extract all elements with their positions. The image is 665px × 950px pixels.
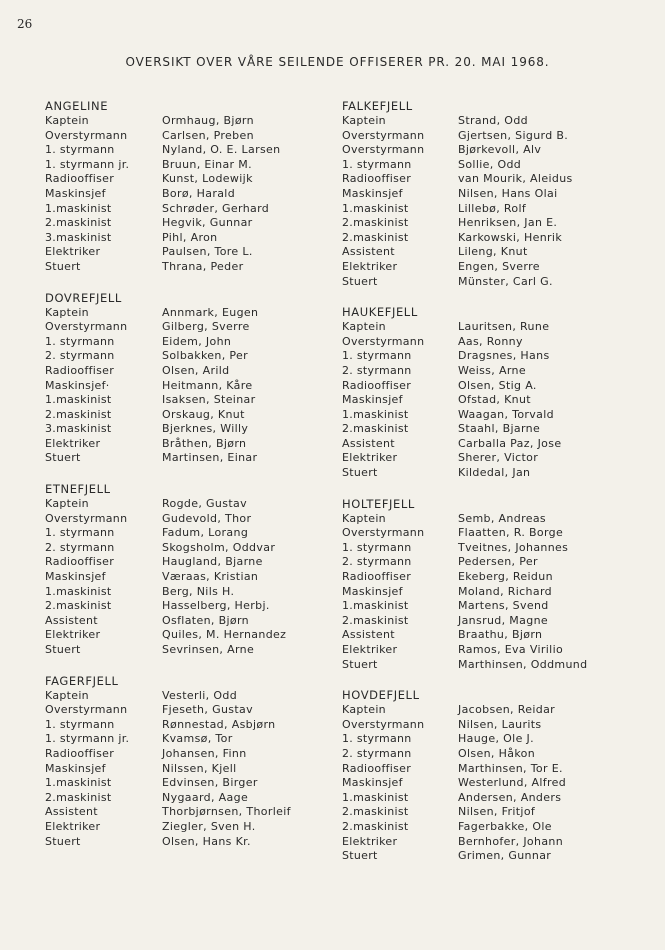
crew-name: Karkowski, Henrik (458, 230, 563, 244)
crew-name: Pihl, Aron (162, 230, 218, 244)
crew-role: 1.maskinist (45, 584, 112, 598)
crew-role: Radiooffiser (342, 172, 412, 186)
crew-role: 2. styrmann (342, 363, 412, 377)
crew-row (342, 231, 622, 246)
crew-role: Stuert (342, 274, 378, 288)
crew-row (342, 202, 622, 217)
crew-row (342, 335, 622, 350)
crew-row (342, 776, 622, 791)
ship-name: HAUKEFJELL (342, 305, 418, 320)
crew-role: 1.maskinist (342, 201, 409, 215)
crew-role: Assistent (342, 245, 395, 259)
crew-name: Gilberg, Sverre (162, 320, 250, 334)
crew-row (45, 422, 315, 437)
crew-row (45, 776, 315, 791)
ship-name: ANGELINE (45, 99, 109, 113)
crew-row (342, 245, 622, 260)
crew-role: 2. styrmann (342, 555, 412, 569)
crew-name: Engen, Sverre (458, 259, 540, 273)
crew-row (342, 628, 622, 643)
crew-role: Radiooffiser (45, 172, 115, 186)
ship-section (342, 304, 622, 481)
crew-name: Bruun, Einar M. (162, 157, 252, 171)
crew-row (45, 541, 315, 556)
crew-name: Bråthen, Bjørn (162, 436, 247, 450)
crew-name: Bjørkevoll, Alv (458, 143, 542, 157)
crew-name: Bjerknes, Willy (162, 422, 249, 436)
crew-row (342, 835, 622, 850)
crew-role: Radiooffiser (342, 761, 412, 775)
crew-role: Assistent (45, 613, 98, 627)
crew-row (342, 451, 622, 466)
crew-row (45, 408, 315, 423)
crew-role: 1. styrmann (342, 732, 412, 746)
crew-role: Maskinsjef (342, 584, 403, 598)
crew-role: 2.maskinist (342, 805, 409, 819)
crew-row (45, 689, 315, 704)
crew-row (45, 835, 315, 850)
crew-role: 1.maskinist (45, 201, 112, 215)
crew-row (45, 512, 315, 527)
crew-role: 3.maskinist (45, 422, 112, 436)
crew-name: Quiles, M. Hernandez (162, 628, 287, 642)
crew-row (342, 849, 622, 864)
crew-role: 2.maskinist (342, 216, 409, 230)
crew-row (45, 349, 315, 364)
crew-name: Pedersen, Per (458, 555, 538, 569)
crew-row (342, 466, 622, 481)
crew-name: Ofstad, Knut (458, 393, 531, 407)
crew-name: Staahl, Bjarne (458, 422, 541, 436)
crew-role: Maskinsjef (45, 570, 106, 584)
crew-name: Weiss, Arne (458, 363, 526, 377)
crew-name: Strand, Odd (458, 114, 528, 127)
crew-row (45, 129, 315, 144)
crew-name: Olsen, Arild (162, 363, 230, 377)
crew-row (342, 216, 622, 231)
crew-name: Carlsen, Preben (162, 128, 254, 142)
crew-row (342, 570, 622, 585)
crew-row (45, 231, 315, 246)
crew-row (45, 158, 315, 173)
crew-role: Kaptein (342, 114, 386, 127)
crew-role: Kaptein (45, 688, 89, 702)
crew-row (45, 306, 315, 321)
crew-row (342, 541, 622, 556)
crew-name: Braathu, Bjørn (458, 628, 543, 642)
ship-name: HOLTEFJELL (342, 496, 415, 511)
crew-name: Osflaten, Bjørn (162, 613, 249, 627)
crew-row (45, 172, 315, 187)
crew-role: Elektriker (45, 436, 101, 450)
crew-name: Münster, Carl G. (458, 274, 553, 288)
crew-role: Maskinsjef (342, 393, 403, 407)
ship-section (45, 98, 315, 275)
crew-role: 1. styrmann jr. (45, 732, 130, 746)
crew-name: Nilsen, Fritjof (458, 805, 536, 819)
crew-row (45, 497, 315, 512)
crew-role: 1. styrmann (45, 526, 115, 540)
crew-role: Kaptein (342, 511, 386, 525)
crew-row (45, 437, 315, 452)
crew-role: Assistent (342, 628, 395, 642)
crew-role: 2.maskinist (45, 790, 112, 804)
crew-name: Olsen, Håkon (458, 746, 536, 760)
crew-name: Eidem, John (162, 334, 232, 348)
crew-role: Maskinsjef (342, 776, 403, 790)
crew-role: Maskinsjef (45, 186, 106, 200)
crew-name: Moland, Richard (458, 584, 552, 598)
crew-name: Thorbjørnsen, Thorleif (162, 805, 291, 819)
crew-row (45, 526, 315, 541)
crew-name: Isaksen, Steinar (162, 393, 256, 407)
page-number: 26 (17, 17, 33, 31)
crew-row (342, 791, 622, 806)
crew-role: 2.maskinist (342, 230, 409, 244)
crew-name: Paulsen, Tore L. (162, 245, 253, 259)
crew-name: Rogde, Gustav (162, 497, 247, 511)
crew-row (342, 143, 622, 158)
crew-row (45, 703, 315, 718)
page-title: OVERSIKT OVER VÅRE SEILENDE OFFISERER PR. 20. MAI 1968. (125, 55, 550, 69)
crew-role: Elektriker (45, 628, 101, 642)
crew-name: van Mourik, Aleidus (458, 172, 573, 186)
crew-role: Overstyrmann (342, 717, 425, 731)
crew-row (45, 718, 315, 733)
crew-name: Jansrud, Magne (458, 613, 549, 627)
crew-row (45, 555, 315, 570)
crew-name: Sollie, Odd (458, 157, 522, 171)
crew-role: Stuert (45, 451, 81, 465)
crew-row (45, 335, 315, 350)
crew-row (342, 643, 622, 658)
crew-role: Maskinsjef· (45, 378, 110, 392)
crew-row (342, 158, 622, 173)
crew-name: Kildedal, Jan (458, 466, 531, 480)
crew-role: Overstyrmann (342, 128, 425, 142)
crew-name: Hasselberg, Herbj. (162, 599, 270, 613)
crew-row (342, 379, 622, 394)
crew-row (45, 791, 315, 806)
crew-name: Martinsen, Einar (162, 451, 258, 465)
crew-role: 1.maskinist (342, 407, 409, 421)
left-column (45, 98, 315, 864)
crew-name: Dragsnes, Hans (458, 349, 550, 363)
crew-role: Radiooffiser (45, 555, 115, 569)
crew-row (45, 570, 315, 585)
crew-role: 2.maskinist (45, 407, 112, 421)
ship-name: ETNEFJELL (45, 482, 111, 497)
crew-row (45, 379, 315, 394)
crew-row (342, 172, 622, 187)
crew-row (45, 216, 315, 231)
crew-row (342, 393, 622, 408)
crew-role: Overstyrmann (342, 143, 425, 157)
crew-name: Jacobsen, Reidar (458, 703, 556, 717)
ship-section (342, 687, 622, 864)
crew-role: 1.maskinist (45, 776, 112, 790)
crew-name: Heitmann, Kåre (162, 378, 253, 392)
crew-role: Elektriker (45, 245, 101, 259)
crew-row (45, 114, 315, 129)
crew-role: 1.maskinist (45, 393, 112, 407)
crew-role: Overstyrmann (45, 511, 128, 525)
crew-role: Stuert (342, 849, 378, 863)
crew-name: Aas, Ronny (458, 334, 523, 348)
crew-row (342, 512, 622, 527)
crew-name: Grimen, Gunnar (458, 849, 552, 863)
crew-role: 1. styrmann (342, 157, 412, 171)
crew-name: Berg, Nils H. (162, 584, 235, 598)
crew-role: Stuert (45, 834, 81, 848)
crew-name: Carballa Paz, Jose (458, 436, 562, 450)
crew-name: Semb, Andreas (458, 511, 546, 525)
crew-row (45, 260, 315, 275)
crew-row (45, 143, 315, 158)
ship-section (45, 481, 315, 658)
crew-name: Fjeseth, Gustav (162, 703, 253, 717)
crew-role: Elektriker (342, 834, 398, 848)
crew-name: Nyland, O. E. Larsen (162, 143, 281, 157)
crew-row (45, 187, 315, 202)
crew-role: Elektriker (45, 819, 101, 833)
crew-row (342, 349, 622, 364)
crew-role: Kaptein (45, 305, 89, 319)
crew-row (342, 320, 622, 335)
crew-role: Elektriker (342, 259, 398, 273)
crew-role: Maskinsjef (342, 186, 403, 200)
crew-name: Ormhaug, Bjørn (162, 114, 254, 127)
crew-row (45, 451, 315, 466)
crew-name: Waagan, Torvald (458, 407, 554, 421)
crew-row (342, 762, 622, 777)
crew-row (342, 364, 622, 379)
crew-role: 2.maskinist (45, 599, 112, 613)
crew-name: Ziegler, Sven H. (162, 819, 256, 833)
crew-name: Johansen, Finn (162, 746, 247, 760)
crew-row (342, 129, 622, 144)
ship-name: HOVDEFJELL (342, 688, 420, 703)
crew-role: 1. styrmann (45, 717, 115, 731)
crew-row (342, 187, 622, 202)
crew-role: Radiooffiser (45, 746, 115, 760)
ship-name: FALKEFJELL (342, 99, 413, 113)
crew-role: Stuert (342, 657, 378, 671)
crew-role: Elektriker (342, 451, 398, 465)
crew-row (342, 599, 622, 614)
crew-name: Væraas, Kristian (162, 570, 259, 584)
crew-row (45, 364, 315, 379)
crew-name: Solbakken, Per (162, 349, 249, 363)
crew-row (342, 820, 622, 835)
crew-name: Skogsholm, Oddvar (162, 540, 276, 554)
crew-role: Overstyrmann (45, 703, 128, 717)
crew-row (342, 585, 622, 600)
crew-row (45, 599, 315, 614)
crew-role: Stuert (45, 643, 81, 656)
crew-name: Vesterli, Odd (162, 688, 238, 702)
crew-row (342, 114, 622, 129)
crew-row (45, 628, 315, 643)
ship-name: DOVREFJELL (45, 290, 122, 305)
crew-row (45, 805, 315, 820)
crew-row (342, 658, 622, 673)
crew-name: Thrana, Peder (162, 259, 244, 273)
crew-name: Annmark, Eugen (162, 305, 259, 319)
crew-role: Overstyrmann (342, 526, 425, 540)
crew-name: Andersen, Anders (458, 790, 562, 804)
crew-name: Gjertsen, Sigurd B. (458, 128, 569, 142)
crew-row (342, 422, 622, 437)
crew-role: 1. styrmann (342, 540, 412, 554)
crew-row (45, 245, 315, 260)
crew-name: Ramos, Eva Virilio (458, 643, 564, 656)
crew-role: Radiooffiser (342, 570, 412, 584)
crew-role: 3.maskinist (45, 230, 112, 244)
crew-role: 1. styrmann (45, 334, 115, 348)
right-column (342, 98, 622, 879)
crew-row (342, 437, 622, 452)
crew-name: Marthinsen, Tor E. (458, 761, 563, 775)
crew-role: 2.maskinist (45, 216, 112, 230)
crew-name: Kunst, Lodewijk (162, 172, 253, 186)
crew-row (45, 762, 315, 777)
ship-name: FAGERFJELL (45, 673, 119, 688)
crew-role: 2. styrmann (342, 746, 412, 760)
crew-row (342, 805, 622, 820)
crew-role: Assistent (45, 805, 98, 819)
crew-role: Overstyrmann (342, 334, 425, 348)
crew-name: Henriksen, Jan E. (458, 216, 558, 230)
crew-role: 2. styrmann (45, 349, 115, 363)
crew-row (45, 747, 315, 762)
crew-name: Nilssen, Kjell (162, 761, 237, 775)
crew-name: Marthinsen, Oddmund (458, 657, 588, 671)
crew-name: Westerlund, Alfred (458, 776, 567, 790)
crew-role: Kaptein (45, 114, 89, 127)
crew-name: Lileng, Knut (458, 245, 528, 259)
crew-name: Fagerbakke, Ole (458, 819, 552, 833)
crew-row (342, 732, 622, 747)
crew-name: Tveitnes, Johannes (458, 540, 569, 554)
crew-name: Ekeberg, Reidun (458, 570, 553, 584)
crew-role: Stuert (342, 466, 378, 480)
crew-name: Edvinsen, Birger (162, 776, 258, 790)
crew-row (45, 320, 315, 335)
crew-role: Maskinsjef (45, 761, 106, 775)
ship-section (45, 290, 315, 467)
crew-name: Bernhofer, Johann (458, 834, 564, 848)
crew-role: 2.maskinist (342, 819, 409, 833)
crew-name: Olsen, Hans Kr. (162, 834, 251, 848)
crew-role: 1.maskinist (342, 790, 409, 804)
crew-name: Hauge, Ole J. (458, 732, 534, 746)
crew-name: Sevrinsen, Arne (162, 643, 255, 656)
crew-name: Nilsen, Hans Olai (458, 186, 558, 200)
crew-row (342, 408, 622, 423)
crew-role: 2.maskinist (342, 422, 409, 436)
crew-name: Nygaard, Aage (162, 790, 249, 804)
crew-role: Kaptein (45, 497, 89, 511)
crew-row (45, 202, 315, 217)
crew-name: Orskaug, Knut (162, 407, 245, 421)
crew-row (342, 555, 622, 570)
crew-row (45, 643, 315, 658)
crew-name: Nilsen, Laurits (458, 717, 542, 731)
crew-name: Olsen, Stig A. (458, 378, 537, 392)
crew-row (342, 260, 622, 275)
crew-role: Radiooffiser (342, 378, 412, 392)
crew-row (45, 732, 315, 747)
crew-role: Radiooffiser (45, 363, 115, 377)
crew-name: Flaatten, R. Borge (458, 526, 564, 540)
crew-name: Haugland, Bjarne (162, 555, 263, 569)
crew-row (342, 718, 622, 733)
ship-section (342, 98, 622, 289)
crew-row (45, 393, 315, 408)
crew-name: Borø, Harald (162, 186, 236, 200)
crew-name: Lauritsen, Rune (458, 320, 550, 334)
crew-name: Fadum, Lorang (162, 526, 249, 540)
crew-role: 1. styrmann (45, 143, 115, 157)
crew-role: Overstyrmann (45, 128, 128, 142)
crew-role: Kaptein (342, 320, 386, 334)
crew-name: Lillebø, Rolf (458, 201, 527, 215)
crew-role: Stuert (45, 259, 81, 273)
crew-name: Gudevold, Thor (162, 511, 252, 525)
crew-name: Sherer, Victor (458, 451, 539, 465)
crew-role: Kaptein (342, 703, 386, 717)
crew-role: 1. styrmann (342, 349, 412, 363)
crew-role: 1. styrmann jr. (45, 157, 130, 171)
crew-name: Martens, Svend (458, 599, 549, 613)
crew-role: Elektriker (342, 643, 398, 656)
crew-role: Overstyrmann (45, 320, 128, 334)
crew-row (342, 275, 622, 290)
ship-section (342, 496, 622, 673)
crew-name: Rønnestad, Asbjørn (162, 717, 276, 731)
crew-role: 2.maskinist (342, 613, 409, 627)
crew-name: Kvamsø, Tor (162, 732, 233, 746)
ship-section (45, 673, 315, 850)
crew-role: 2. styrmann (45, 540, 115, 554)
crew-row (342, 526, 622, 541)
crew-row (342, 614, 622, 629)
crew-name: Hegvik, Gunnar (162, 216, 253, 230)
crew-name: Schrøder, Gerhard (162, 201, 270, 215)
crew-role: 1.maskinist (342, 599, 409, 613)
crew-role: Assistent (342, 436, 395, 450)
crew-row (342, 703, 622, 718)
crew-row (45, 820, 315, 835)
crew-row (342, 747, 622, 762)
crew-row (45, 585, 315, 600)
crew-row (45, 614, 315, 629)
